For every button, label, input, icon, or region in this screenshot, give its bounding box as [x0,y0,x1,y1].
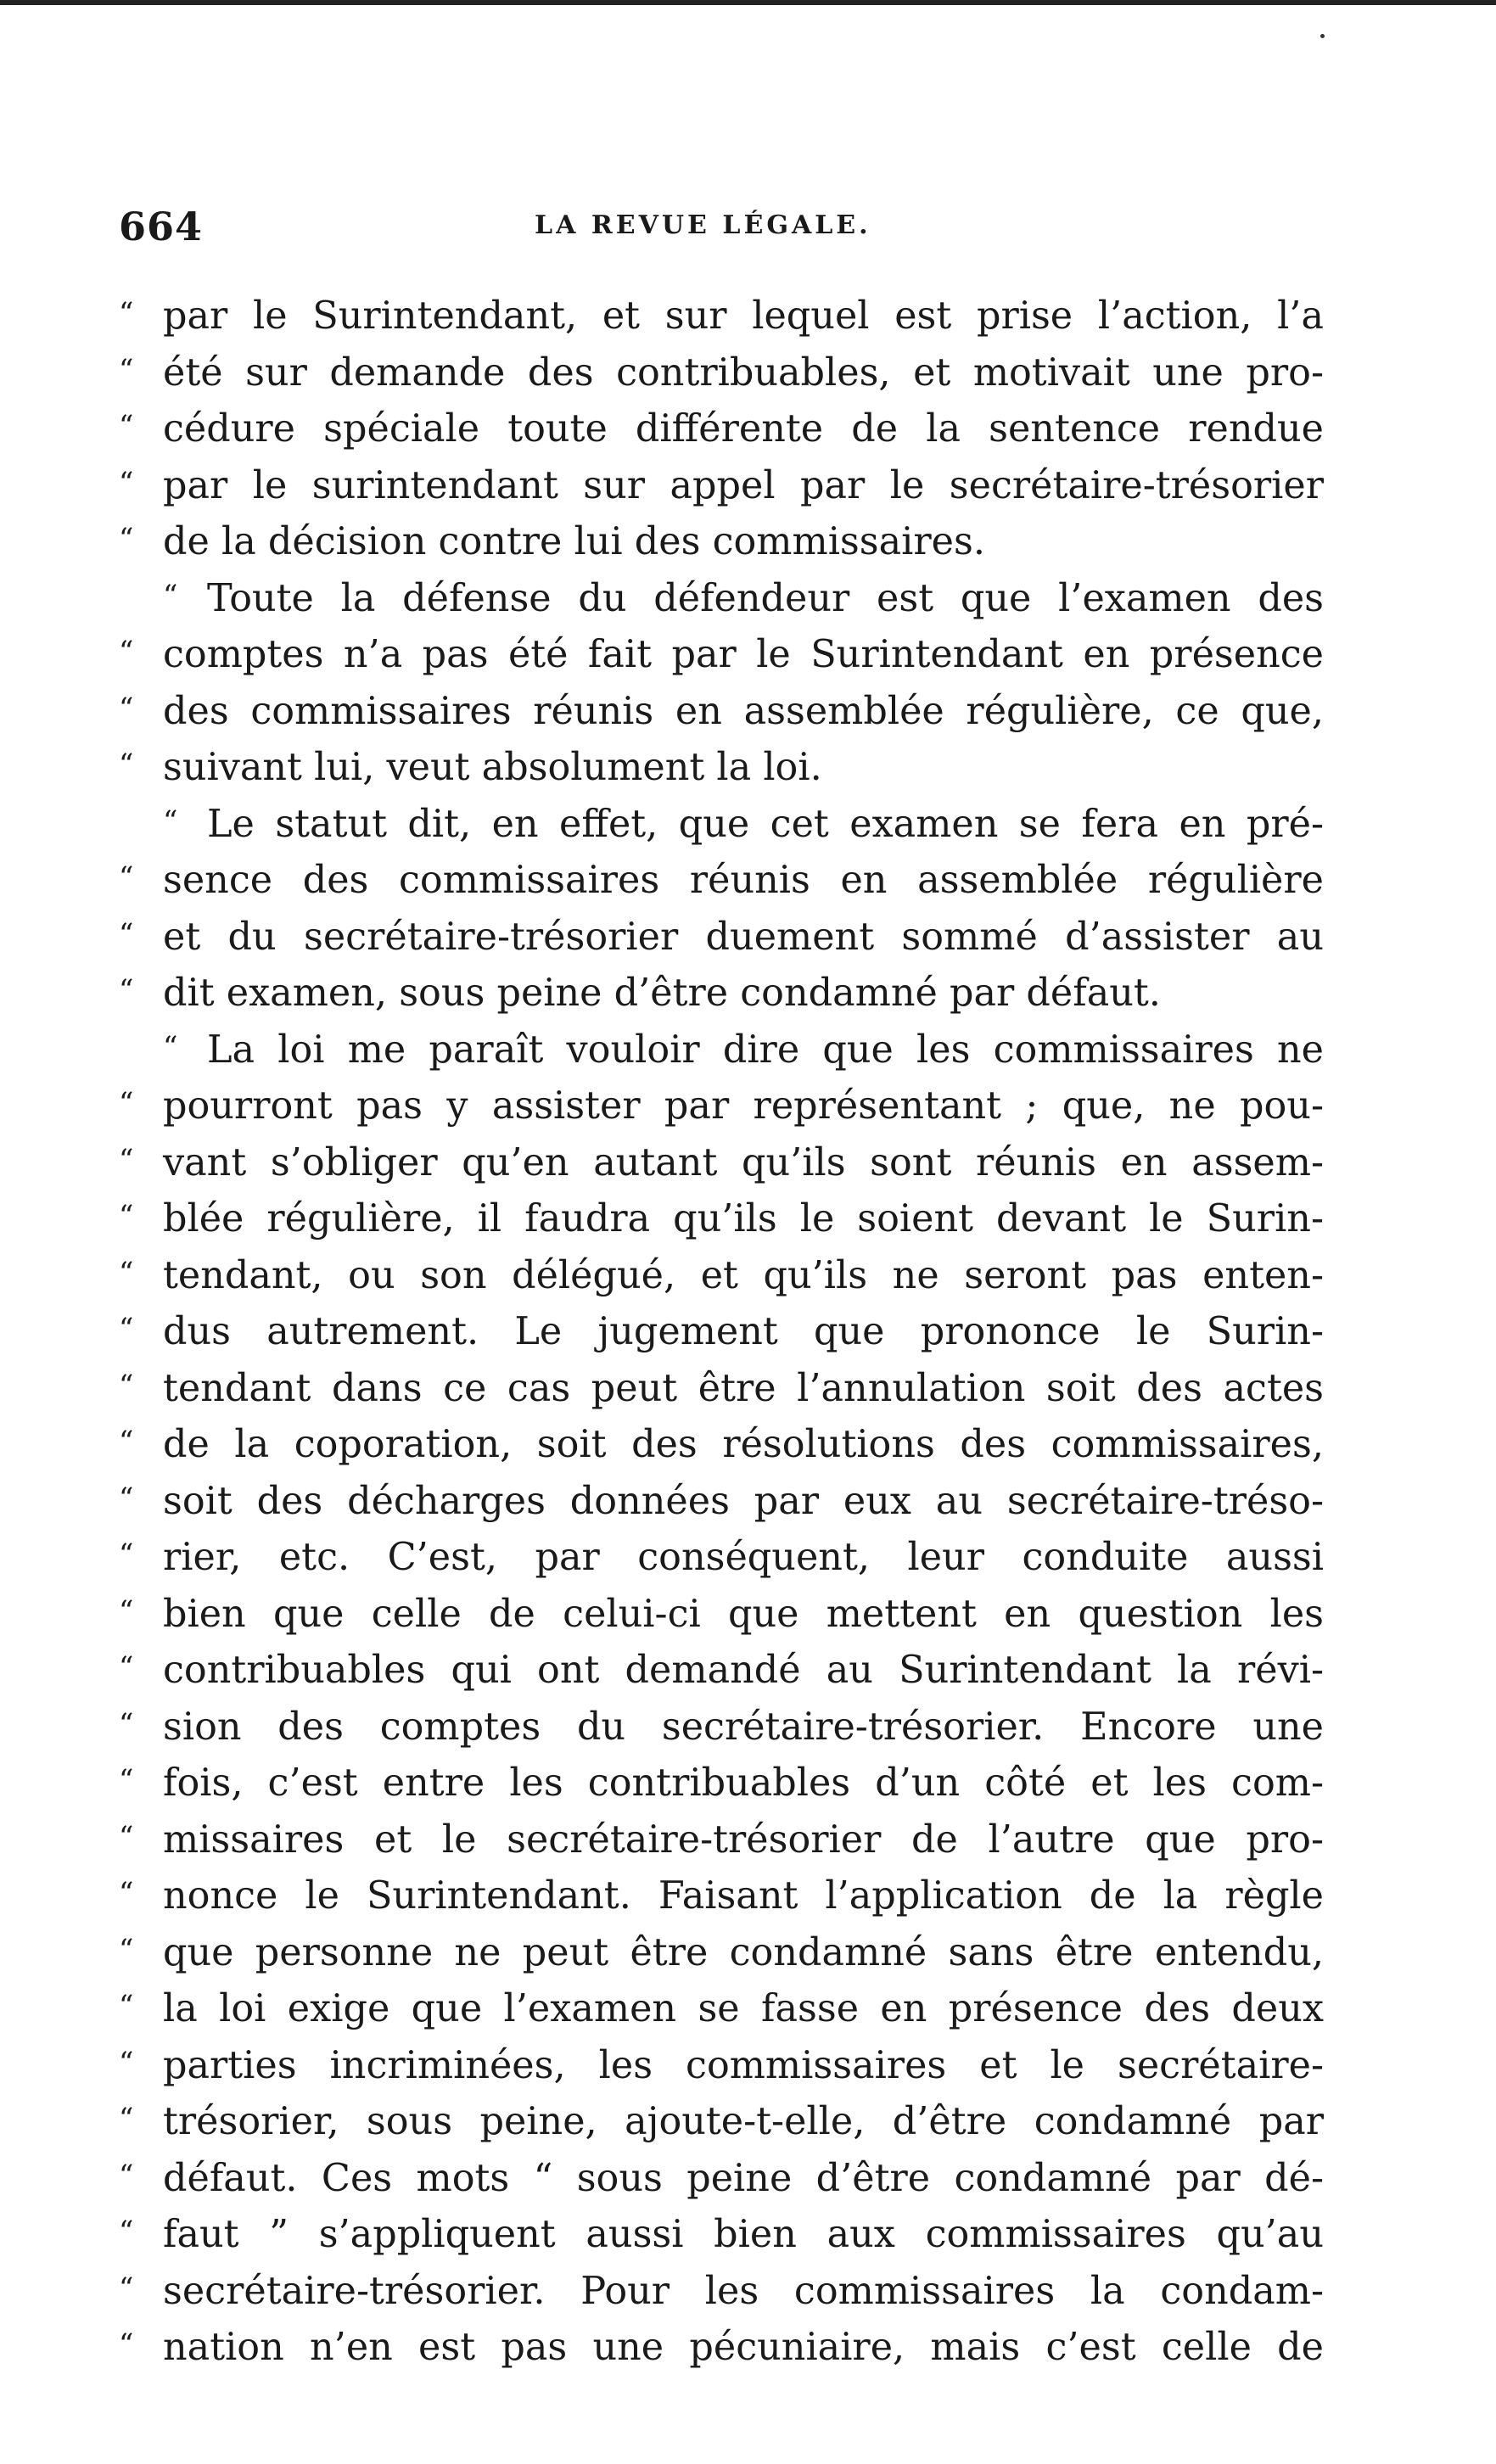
quote-mark: “ [119,1763,134,1797]
line-text: Toute la défense du défendeur est que l’examen des [207,576,1324,620]
text-line [119,1417,1324,1474]
text-line [119,401,1324,458]
quote-mark: “ [119,1650,134,1684]
line-text: suivant lui, veut absolument la loi. [163,746,822,789]
line-text: contribuables qui ont demandé au Surintendant la révi- [163,1649,1324,1692]
text-line [119,1868,1324,1925]
quote-mark: “ [119,1593,134,1628]
text-line [119,966,1324,1022]
quote-mark: “ [163,578,178,613]
text-line [119,853,1324,910]
line-text: comptes n’a pas été fait par le Surintendant en présence [163,633,1324,676]
quote-mark: “ [119,973,134,1007]
text-line [119,1022,1324,1079]
text-line [119,1474,1324,1531]
line-text: par le surintendant sur appel par le secrétaire-trésorier [163,463,1324,507]
text-line [119,1812,1324,1869]
line-text: fois, c’est entre les contribuables d’un côté et les com- [163,1761,1324,1805]
text-line [119,1191,1324,1248]
text-line [119,627,1324,684]
text-line [119,1981,1324,2038]
top-border-rule [0,0,1496,5]
line-text: et du secrétaire-trésorier duement sommé d’assister au [163,915,1324,959]
line-text: soit des décharges données par eux au secrétaire-tréso- [163,1479,1324,1523]
text-line [119,2207,1324,2264]
line-text: de la coporation, soit des résolutions des commissaires, [163,1423,1324,1466]
quote-mark: “ [119,1481,134,1515]
line-text: secrétaire-trésorier. Pour les commissaires la condam- [163,2269,1324,2313]
text-line [119,2151,1324,2208]
line-text: sence des commissaires réunis en assemblée régulière [163,859,1324,902]
text-line [119,514,1324,571]
quote-mark: “ [119,1425,134,1459]
text-line [119,458,1324,515]
quote-mark: “ [119,1142,134,1177]
quote-mark: “ [119,635,134,669]
text-line [119,571,1324,628]
line-text: Le statut dit, en effet, que cet examen se fera en pré- [207,802,1324,846]
text-line [119,1135,1324,1192]
page-number: 664 [119,204,204,249]
line-text: bien que celle de celui-ci que mettent en question les [163,1592,1324,1636]
text-line [119,797,1324,854]
quote-mark: “ [119,296,134,330]
line-text: de la décision contre lui des commissaires. [163,520,985,563]
quote-mark: “ [119,1199,134,1233]
quote-mark: “ [119,1932,134,1967]
text-line [119,1587,1324,1644]
quote-mark: “ [119,352,134,387]
quote-mark: “ [119,2102,134,2136]
ink-speck [1320,34,1325,38]
text-line [119,1925,1324,1982]
text-line [119,1078,1324,1135]
quote-mark: “ [119,691,134,725]
line-text: rier, etc. C’est, par conséquent, leur conduite aussi [163,1536,1324,1579]
text-line [119,2320,1324,2377]
line-text: par le Surintendant, et sur lequel est prise l’action, l’a [163,294,1324,338]
quote-mark: “ [119,2215,134,2248]
quote-mark: “ [119,1876,134,1910]
line-text: missaires et le secrétaire-trésorier de l’autre que pro- [163,1817,1324,1862]
text-line [119,1361,1324,1418]
quote-mark: “ [119,1368,134,1403]
quote-mark: “ [119,1819,134,1854]
quote-mark: “ [119,2158,134,2192]
line-text: dus autrement. Le jugement que prononce le Surin- [163,1310,1324,1353]
line-text: dit examen, sous peine d’être condamné par défaut. [163,972,1161,1015]
text-line [119,288,1324,345]
line-text: pourront pas y assister par représentant ; que, ne pou- [163,1084,1324,1128]
line-text: des commissaires réunis en assemblée régulière, ce que, [163,689,1324,733]
text-line [119,1756,1324,1812]
line-text: blée régulière, il faudra qu’ils le soient devant le Surin- [163,1197,1324,1240]
line-text: défaut. Ces mots “ sous peine d’être condamné par dé- [163,2156,1324,2200]
quote-mark: “ [119,748,134,781]
quote-mark: “ [119,860,134,894]
quote-mark: “ [163,804,178,838]
line-text: nation n’en est pas une pécuniaire, mais c’est celle de [163,2326,1324,2369]
quote-mark: “ [119,2045,134,2080]
line-text: la loi exige que l’examen se fasse en présence des deux [163,1987,1324,2030]
line-text: tendant dans ce cas peut être l’annulation soit des actes [163,1366,1324,1410]
text-line [119,910,1324,966]
line-text: sion des comptes du secrétaire-trésorier. Encore une [163,1705,1324,1749]
line-text: trésorier, sous peine, ajoute-t-elle, d’être condamné par [163,2100,1324,2143]
text-line [119,1530,1324,1587]
line-text: parties incriminées, les commissaires et le secrétaire- [163,2043,1324,2087]
text-line [119,2038,1324,2095]
line-text: que personne ne peut être condamné sans être entendu, [163,1930,1324,1974]
quote-mark: “ [119,1086,134,1120]
text-line [119,684,1324,741]
quote-mark: “ [119,1989,134,2023]
quote-mark: “ [119,1537,134,1571]
quote-mark: “ [119,2327,134,2361]
page-header [119,204,1324,255]
text-line [119,2264,1324,2321]
running-head: LA REVUE LÉGALE. [535,210,871,240]
quote-mark: “ [119,2271,134,2305]
text-line [119,345,1324,402]
quote-mark: “ [119,1312,134,1346]
text-line [119,1700,1324,1756]
text-line [119,2094,1324,2151]
line-text: été sur demande des contribuables, et motivait une pro- [163,350,1324,395]
line-text: vant s’obliger qu’en autant qu’ils sont réunis en assem- [163,1140,1324,1184]
text-line [119,1643,1324,1700]
line-text: nonce le Surintendant. Faisant l’application de la règle [163,1874,1324,1918]
quote-mark: “ [119,465,134,500]
text-line [119,1248,1324,1305]
line-text: La loi me paraît vouloir dire que les commissaires ne [207,1028,1324,1072]
quote-mark: “ [119,1255,134,1290]
line-text: cédure spéciale toute différente de la sentence rendue [163,407,1324,451]
body-text [119,288,1324,2377]
quote-mark: “ [119,409,134,443]
quote-mark: “ [119,916,134,951]
line-text: faut ” s’appliquent aussi bien aux commissaires qu’au [163,2213,1324,2256]
quote-mark: “ [163,1029,178,1064]
line-text: tendant, ou son délégué, et qu’ils ne seront pas enten- [163,1253,1324,1297]
text-line [119,1304,1324,1361]
text-line [119,740,1324,797]
quote-mark: “ [119,522,134,556]
quote-mark: “ [119,1706,134,1741]
